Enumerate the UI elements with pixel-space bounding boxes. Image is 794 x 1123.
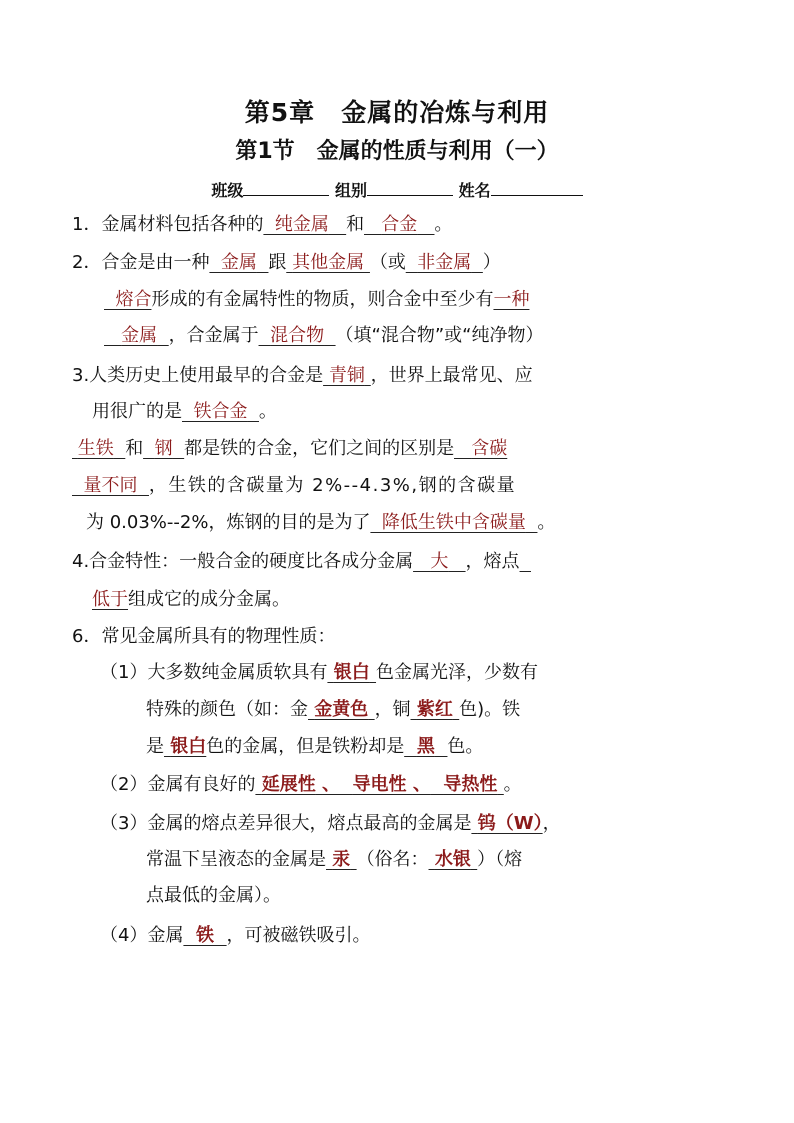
q2-answer-2: 其他金属 — [292, 252, 365, 273]
q2-text: （或 — [369, 252, 406, 273]
q4-text: 组成它的成分金属。 — [128, 589, 290, 610]
q6-p3-answer-3: 水银 — [434, 849, 471, 870]
question-3-line-2 — [92, 400, 277, 424]
question-2-line-2 — [104, 288, 529, 312]
q2-answer-5a: 一种 — [493, 289, 530, 310]
section-number: 第1节 — [235, 139, 295, 164]
question-3-line-1 — [72, 364, 533, 388]
q6-p1-answer-3: 紫红 — [416, 699, 453, 720]
q2-text: 2．合金是由一种 — [72, 252, 210, 273]
q3-answer-5b: 量不同 — [83, 475, 138, 496]
name-blank[interactable] — [491, 178, 583, 196]
q6-p2-answers: 延展性 、 导电性 、 导热性 — [261, 774, 498, 795]
q6-p1-answer-1: 银白 — [333, 662, 370, 683]
q1-text: 。 — [434, 214, 453, 235]
q3-text: 和 — [125, 438, 144, 459]
q3-text: ，世界上最常见、应 — [370, 365, 533, 386]
q3-answer-4: 钢 — [154, 438, 173, 459]
question-4-line-2 — [92, 588, 290, 612]
name-label: 姓名 — [458, 181, 491, 200]
q3-text: 3.人类历史上使用最早的合金是 — [72, 365, 324, 386]
q3-text: 。 — [537, 512, 556, 533]
q3-answer-6: 降低生铁中含碳量 — [381, 512, 526, 533]
q3-answer-2: 铁合金 — [193, 401, 248, 422]
q2-text: （填“混合物”或“纯净物） — [335, 325, 544, 346]
q6-part-1-line-1: （1）大多数纯金属质软具有 银白 色金属光泽，少数有 — [100, 662, 539, 683]
q6-p4-answer-1: 铁 — [196, 925, 214, 946]
q6-part-2: （2）金属有良好的 延展性 、 导电性 、 导热性 。 — [100, 774, 522, 795]
class-label: 班级 — [211, 181, 244, 200]
q6-text: 6．常见金属所具有的物理性质： — [72, 626, 336, 647]
group-blank[interactable] — [367, 178, 453, 196]
q2-answer-4: 熔合 — [115, 289, 152, 310]
q2-text: 跟 — [268, 252, 287, 273]
q3-text: ，生铁的含碳量为 2%--4.3%,钢的含碳量 — [148, 475, 517, 496]
q3-text: 。 — [258, 401, 277, 422]
group-label: 组别 — [334, 181, 367, 200]
question-2-line-1 — [72, 251, 501, 275]
student-info-line — [0, 178, 794, 201]
q6-p1-answer-5: 黑 — [416, 736, 435, 757]
q6-part-3-line-2: 常温下呈液态的金属是 汞 （俗名： 水银 ）（熔 — [146, 849, 523, 870]
chapter-name: 金属的冶炼与利用 — [341, 98, 550, 127]
q1-answer-1: 纯金属 — [274, 214, 329, 235]
chapter-number: 第5章 — [244, 98, 316, 127]
section-title — [0, 134, 794, 165]
q6-p3-answer-2: 汞 — [332, 849, 351, 870]
q6-part-1-line-3: 是 银白色的金属，但是铁粉却是 黑 色。 — [146, 736, 484, 757]
q6-p1-answer-4: 银白 — [170, 736, 207, 757]
q2-answer-1: 金属 — [220, 252, 257, 273]
q2-answer-6: 混合物 — [270, 325, 325, 346]
question-4-line-1 — [72, 550, 531, 574]
question-3-line-4 — [72, 474, 516, 498]
q6-part-3-line-1: （3）金属的熔点差异很大，熔点最高的金属是 钨（W）， — [100, 813, 561, 834]
q3-answer-1: 青铜 — [328, 365, 365, 386]
q3-text: 用很广的是 — [92, 401, 182, 422]
q6-part-3-line-3: 点最低的金属）。 — [146, 885, 281, 906]
q2-text: 形成的有金属特性的物质，则合金中至少有 — [151, 289, 494, 310]
question-2-line-3 — [104, 324, 544, 348]
q2-text: ，合金属于 — [168, 325, 259, 346]
q6-p1-answer-2: 金黄色 — [314, 699, 369, 720]
q2-answer-3: 非金属 — [417, 252, 472, 273]
q6-part-4: （4）金属 铁 ，可被磁铁吸引。 — [100, 925, 371, 946]
chapter-title — [0, 93, 794, 129]
q4-text: 4.合金特性：一般合金的硬度比各成分金属 — [72, 551, 414, 572]
q3-text: 为 0.03%--2%，炼钢的目的是为了 — [86, 512, 371, 533]
q4-answer-1: 大 — [430, 551, 449, 572]
question-3-line-5 — [86, 511, 555, 535]
q1-answer-2: 合金 — [381, 214, 418, 235]
q3-answer-5a: 含碳 — [471, 438, 508, 459]
q3-text: 都是铁的合金，它们之间的区别是 — [184, 438, 455, 459]
q6-p3-answer-1: 钨（W） — [477, 813, 543, 834]
q2-answer-5b: 金属 — [121, 325, 158, 346]
q6-part-1-line-2: 特殊的颜色（如：金 金黄色 ，铜 紫红 色)。铁 — [146, 699, 521, 720]
question-1 — [72, 213, 452, 237]
question-3-line-3 — [72, 437, 507, 461]
question-6-heading — [72, 625, 335, 649]
q2-text: ） — [482, 252, 501, 273]
class-blank[interactable] — [243, 178, 329, 196]
q3-answer-3: 生铁 — [77, 438, 114, 459]
section-name: 金属的性质与利用（一） — [316, 139, 559, 164]
q1-text: 和 — [346, 214, 365, 235]
q4-answer-2: 低于 — [92, 589, 128, 610]
q4-text: ，熔点 — [465, 551, 520, 572]
q1-text: 1．金属材料包括各种的 — [72, 214, 264, 235]
